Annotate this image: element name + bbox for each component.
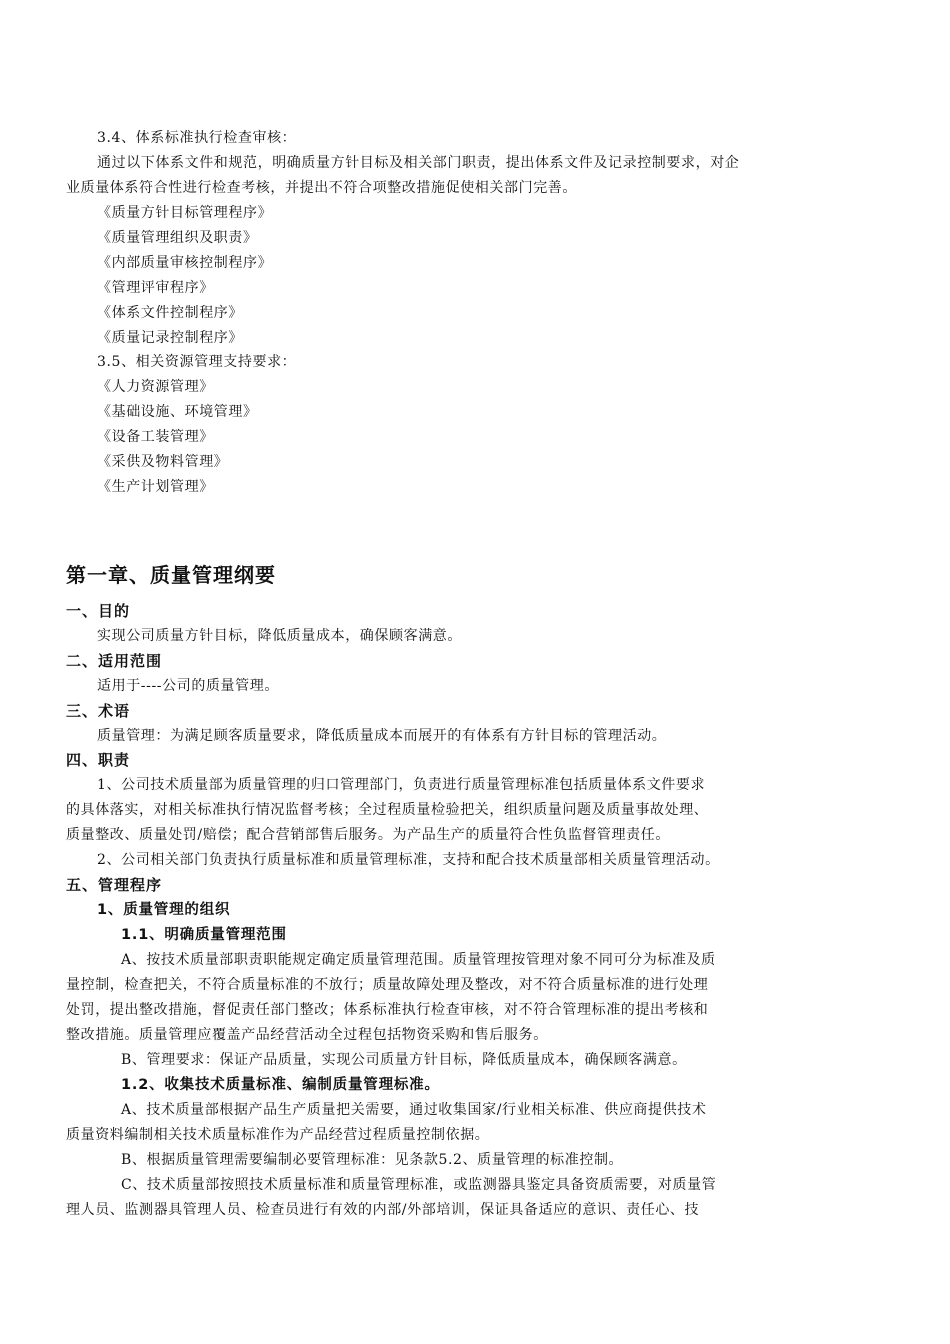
paragraph-line: C、技术质量部按照技术质量标准和质量管理标准，或监测器具鉴定具备资质需要，对质量管 xyxy=(121,1177,717,1193)
section-heading: 五、管理程序 xyxy=(66,876,163,894)
section-heading: 一、目的 xyxy=(66,602,131,620)
doc-reference: 《管理评审程序》 xyxy=(97,280,214,296)
paragraph-line: 1、公司技术质量部为质量管理的归口管理部门，负责进行质量管理标准包括质量体系文件要求 xyxy=(97,777,706,793)
section-heading: 二、适用范围 xyxy=(66,652,163,670)
paragraph-line: 的具体落实，对相关标准执行情况监督考核；全过程质量检验把关，组织质量问题及质量事故处理、 xyxy=(66,802,709,818)
paragraph-line: 处罚，提出整改措施，督促责任部门整改；体系标准执行检查审核，对不符合管理标准的提出考核和 xyxy=(66,1002,709,1018)
section-3-4-para-line-2: 业质量体系符合性进行检查考核，并提出不符合项整改措施促使相关部门完善。 xyxy=(66,180,577,196)
paragraph-line: 理人员、监测器具管理人员、检查员进行有效的内部/外部培训，保证具备适应的意识、责任心、技 xyxy=(66,1202,700,1218)
section-3-4-heading: 3.4、体系标准执行检查审核： xyxy=(97,130,297,146)
section-3-4-para-line-1: 通过以下体系文件和规范，明确质量方针目标及相关部门职责，提出体系文件及记录控制要求，对企 xyxy=(97,155,740,171)
paragraph-line: A、按技术质量部职责职能规定确定质量管理范围。质量管理按管理对象不同可分为标准及质 xyxy=(121,952,716,968)
paragraph-line: 适用于----公司的质量管理。 xyxy=(97,678,279,694)
subsubsection-heading: 1.1、明确质量管理范围 xyxy=(121,927,287,943)
paragraph-line: 质量管理：为满足顾客质量要求，降低质量成本而展开的有体系有方针目标的管理活动。 xyxy=(97,728,667,744)
paragraph-line: 量控制，检查把关，不符合质量标准的不放行；质量故障处理及整改，对不符合质量标准的进行处理 xyxy=(66,977,709,993)
doc-reference: 《质量方针目标管理程序》 xyxy=(97,205,273,221)
doc-reference: 《人力资源管理》 xyxy=(97,379,214,395)
paragraph-line: B、管理要求：保证产品质量，实现公司质量方针目标，降低质量成本，确保顾客满意。 xyxy=(121,1052,687,1068)
doc-reference: 《设备工装管理》 xyxy=(97,429,214,445)
doc-reference: 《基础设施、环境管理》 xyxy=(97,404,258,420)
subsection-heading: 1、质量管理的组织 xyxy=(97,902,231,918)
paragraph-line: 质量资料编制相关技术质量标准作为产品经营过程质量控制依据。 xyxy=(66,1127,490,1143)
section-heading: 三、术语 xyxy=(66,702,131,720)
doc-reference: 《生产计划管理》 xyxy=(97,479,214,495)
doc-reference: 《采供及物料管理》 xyxy=(97,454,229,470)
paragraph-line: 实现公司质量方针目标，降低质量成本，确保顾客满意。 xyxy=(97,628,462,644)
paragraph-line: 质量整改、质量处罚/赔偿；配合营销部售后服务。为产品生产的质量符合性负监督管理责任。 xyxy=(66,827,670,843)
doc-reference: 《体系文件控制程序》 xyxy=(97,305,243,321)
section-heading: 四、职责 xyxy=(66,751,131,769)
chapter-title: 第一章、质量管理纲要 xyxy=(66,563,276,587)
doc-reference: 《内部质量审核控制程序》 xyxy=(97,255,273,271)
doc-reference: 《质量管理组织及职责》 xyxy=(97,230,258,246)
paragraph-line: B、根据质量管理需要编制必要管理标准：见条款5.2、质量管理的标准控制。 xyxy=(121,1152,624,1168)
doc-reference: 《质量记录控制程序》 xyxy=(97,330,243,346)
paragraph-line: A、技术质量部根据产品生产质量把关需要，通过收集国家/行业相关标准、供应商提供技术 xyxy=(121,1102,707,1118)
paragraph-line: 2、公司相关部门负责执行质量标准和质量管理标准，支持和配合技术质量部相关质量管理活动。 xyxy=(97,852,720,868)
subsubsection-heading: 1.2、收集技术质量标准、编制质量管理标准。 xyxy=(121,1077,440,1093)
section-3-5-heading: 3.5、相关资源管理支持要求： xyxy=(97,354,297,370)
paragraph-line: 整改措施。质量管理应覆盖产品经营活动全过程包括物资采购和售后服务。 xyxy=(66,1027,548,1043)
